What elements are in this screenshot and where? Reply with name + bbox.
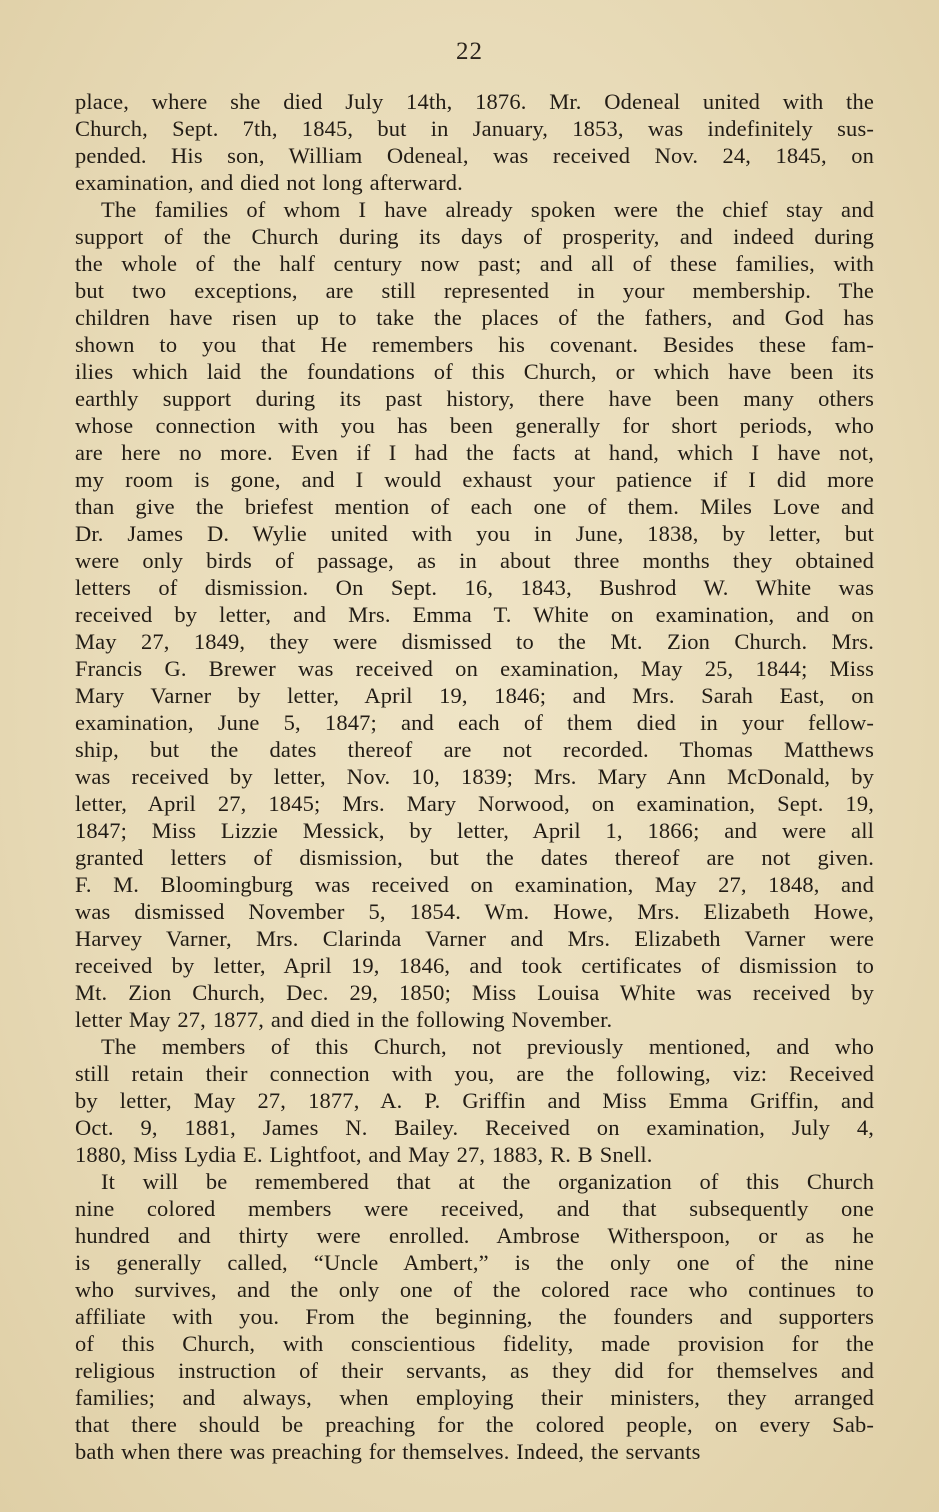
- text-line: who survives, and the only one of the colored race who continues to: [75, 1277, 874, 1302]
- text-line: children have risen up to take the places of the fathers, and God has: [75, 305, 874, 330]
- text-line: place, where she died July 14th, 1876. Mr. Odeneal united with the: [75, 89, 874, 114]
- text-line: than give the briefest mention of each one of them. Miles Love and: [75, 494, 874, 519]
- text-line: letter May 27, 1877, and died in the following November.: [75, 1007, 613, 1032]
- text-line: are here no more. Even if I had the facts at hand, which I have not,: [75, 440, 874, 465]
- text-line: Mt. Zion Church, Dec. 29, 1850; Miss Louisa White was received by: [75, 980, 874, 1005]
- text-line: shown to you that He remembers his covenant. Besides these fam-: [75, 332, 874, 357]
- text-line: The members of this Church, not previously mentioned, and who: [101, 1034, 874, 1059]
- text-line: affiliate with you. From the beginning, the founders and supporters: [75, 1304, 874, 1329]
- text-line: May 27, 1849, they were dismissed to the Mt. Zion Church. Mrs.: [75, 629, 874, 654]
- paragraph: [75, 88, 874, 196]
- text-line: that there should be preaching for the colored people, on every Sab-: [75, 1412, 874, 1437]
- text-line: 1880, Miss Lydia E. Lightfoot, and May 27, 1883, R. B Snell.: [75, 1142, 653, 1167]
- text-line: is generally called, “Uncle Ambert,” is the only one of the nine: [75, 1250, 874, 1275]
- text-line: ship, but the dates thereof are not recorded. Thomas Matthews: [75, 737, 874, 762]
- text-line: received by letter, April 19, 1846, and took certificates of dismission to: [75, 953, 874, 978]
- text-line: by letter, May 27, 1877, A. P. Griffin and Miss Emma Griffin, and: [75, 1088, 874, 1113]
- text-line: of this Church, with conscientious fidelity, made provision for the: [75, 1331, 874, 1356]
- text-line: The families of whom I have already spoken were the chief stay and: [101, 197, 874, 222]
- text-line: bath when there was preaching for themselves. Indeed, the servants: [75, 1439, 701, 1464]
- text-line: received by letter, and Mrs. Emma T. White on examination, and on: [75, 602, 874, 627]
- text-line: religious instruction of their servants, as they did for themselves and: [75, 1358, 874, 1383]
- text-line: nine colored members were received, and that subsequently one: [75, 1196, 874, 1221]
- text-line: whose connection with you has been generally for short periods, who: [75, 413, 874, 438]
- text-line: F. M. Bloomingburg was received on examination, May 27, 1848, and: [75, 872, 874, 897]
- text-line: Mary Varner by letter, April 19, 1846; and Mrs. Sarah East, on: [75, 683, 874, 708]
- text-line: the whole of the half century now past; and all of these families, with: [75, 251, 874, 276]
- text-line: was received by letter, Nov. 10, 1839; Mrs. Mary Ann McDonald, by: [75, 764, 874, 789]
- page-number: 22: [456, 38, 483, 65]
- text-line: were only birds of passage, as in about three months they obtained: [75, 548, 874, 573]
- text-line: was dismissed November 5, 1854. Wm. Howe, Mrs. Elizabeth Howe,: [75, 899, 874, 924]
- text-line: Francis G. Brewer was received on examination, May 25, 1844; Miss: [75, 656, 874, 681]
- text-line: 1847; Miss Lizzie Messick, by letter, April 1, 1866; and were all: [75, 818, 874, 843]
- paragraph: [75, 196, 874, 1033]
- text-line: but two exceptions, are still represented in your membership. The: [75, 278, 874, 303]
- text-line: letters of dismission. On Sept. 16, 1843, Bushrod W. White was: [75, 575, 874, 600]
- text-line: Church, Sept. 7th, 1845, but in January, 1853, was indefinitely sus-: [75, 116, 874, 141]
- body-text: [75, 88, 874, 1465]
- paragraph: [75, 1168, 874, 1465]
- text-line: pended. His son, William Odeneal, was received Nov. 24, 1845, on: [75, 143, 874, 168]
- text-line: earthly support during its past history, there have been many others: [75, 386, 874, 411]
- text-line: still retain their connection with you, are the following, viz: Received: [75, 1061, 874, 1086]
- text-line: letter, April 27, 1845; Mrs. Mary Norwood, on examination, Sept. 19,: [75, 791, 874, 816]
- text-line: It will be remembered that at the organization of this Church: [101, 1169, 874, 1194]
- text-line: Oct. 9, 1881, James N. Bailey. Received on examination, July 4,: [75, 1115, 874, 1140]
- text-line: my room is gone, and I would exhaust your patience if I did more: [75, 467, 874, 492]
- text-line: hundred and thirty were enrolled. Ambrose Witherspoon, or as he: [75, 1223, 874, 1248]
- text-line: ilies which laid the foundations of this Church, or which have been its: [75, 359, 874, 384]
- text-line: support of the Church during its days of prosperity, and indeed during: [75, 224, 874, 249]
- text-line: examination, June 5, 1847; and each of them died in your fellow-: [75, 710, 874, 735]
- text-line: examination, and died not long afterward.: [75, 170, 463, 195]
- text-line: Harvey Varner, Mrs. Clarinda Varner and Mrs. Elizabeth Varner were: [75, 926, 874, 951]
- paragraph: [75, 1033, 874, 1168]
- text-line: Dr. James D. Wylie united with you in June, 1838, by letter, but: [75, 521, 874, 546]
- text-line: granted letters of dismission, but the dates thereof are not given.: [75, 845, 874, 870]
- text-line: families; and always, when employing their ministers, they arranged: [75, 1385, 874, 1410]
